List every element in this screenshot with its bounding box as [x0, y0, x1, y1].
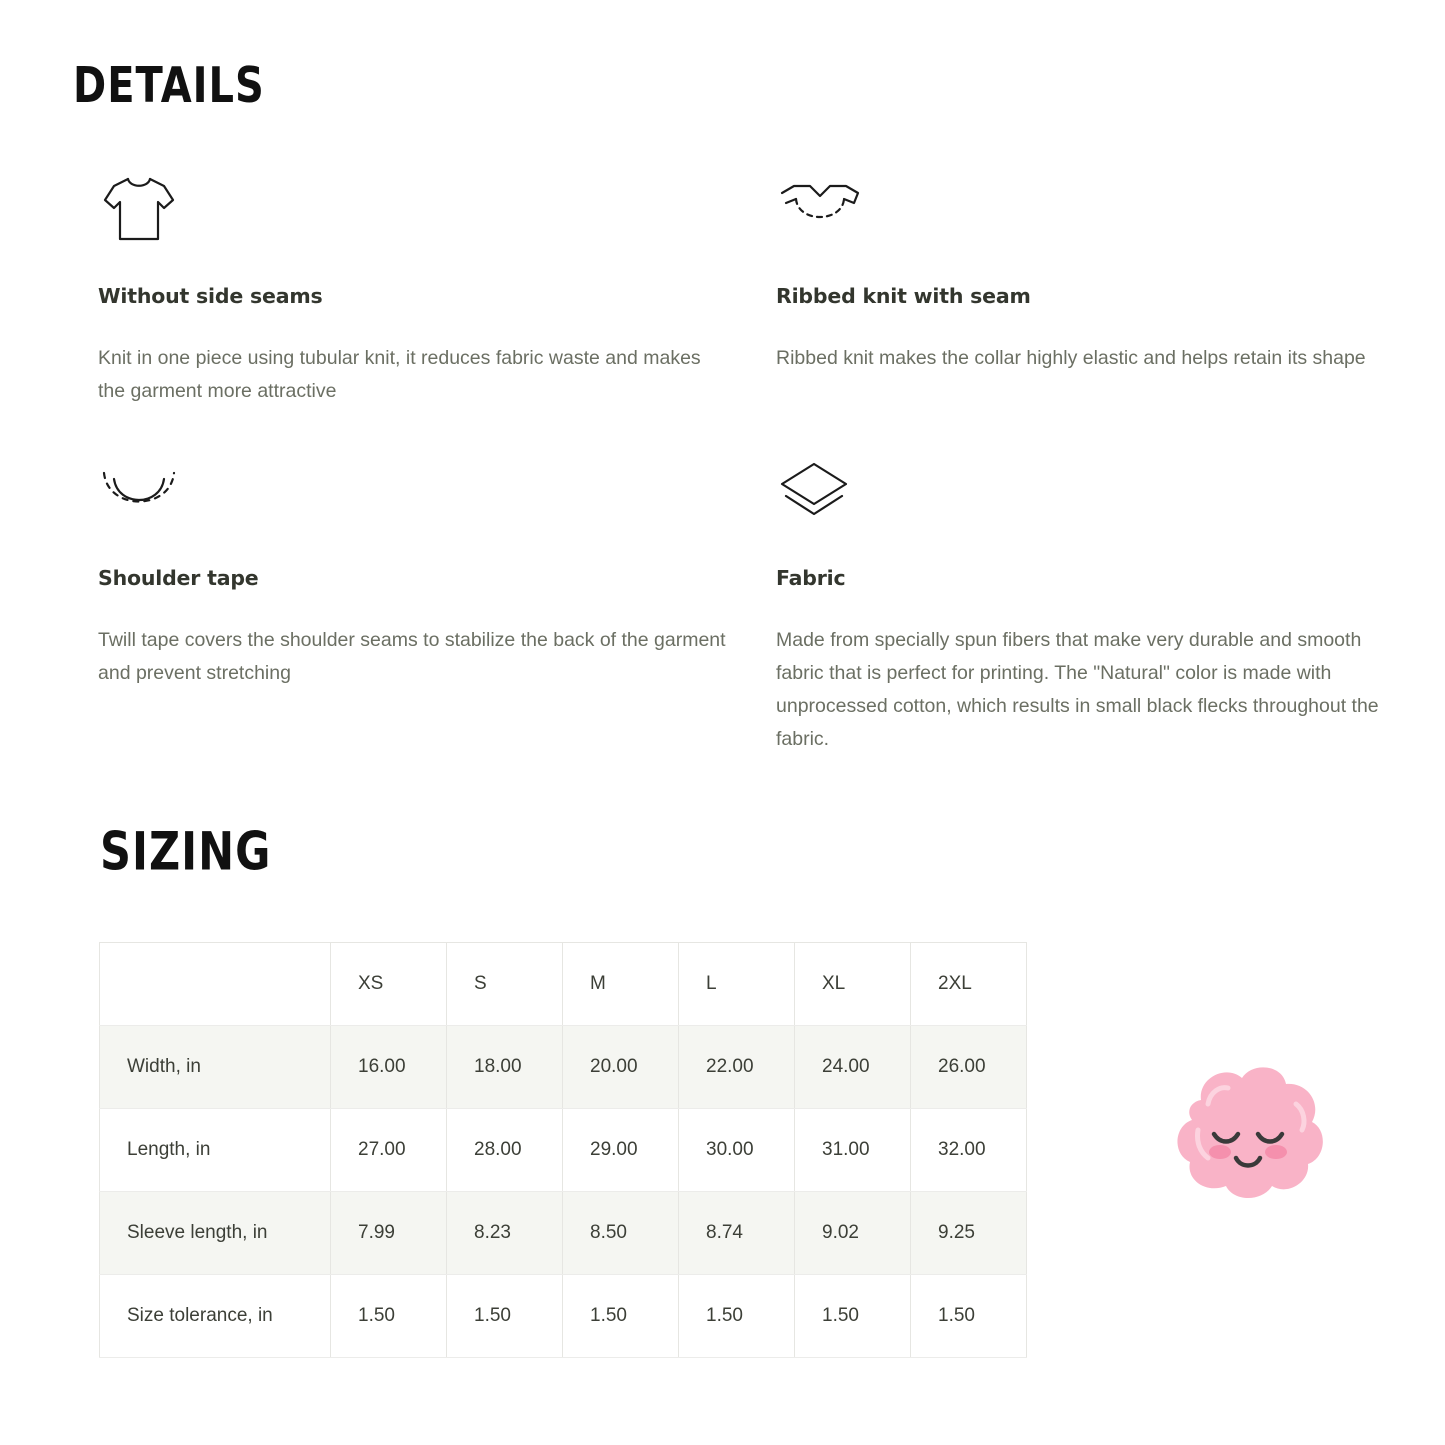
cell-value: 24.00: [795, 1026, 911, 1109]
detail-text: Ribbed knit makes the collar highly elastic and helps retain its shape: [776, 347, 1366, 369]
cell-value: 7.99: [331, 1192, 447, 1275]
cell-value: 8.50: [563, 1192, 679, 1275]
row-label: Width, in: [100, 1026, 331, 1109]
cell-value: 30.00: [679, 1109, 795, 1192]
column-header-l: L: [679, 943, 795, 1026]
table-row: [100, 1026, 1027, 1109]
cell-value: 1.50: [563, 1275, 679, 1358]
detail-title: Shoulder tape: [98, 566, 259, 590]
cell-value: 9.02: [795, 1192, 911, 1275]
sizing-table-wrapper: [99, 942, 1024, 1358]
cell-value: 20.00: [563, 1026, 679, 1109]
column-header-2xl: 2XL: [911, 943, 1027, 1026]
detail-title: Without side seams: [98, 284, 323, 308]
cell-value: 1.50: [447, 1275, 563, 1358]
detail-text: Twill tape covers the shoulder seams to stabilize the back of the garment and prevent stretching: [98, 629, 726, 684]
details-grid: [98, 170, 1408, 756]
cell-value: 1.50: [331, 1275, 447, 1358]
cell-value: 22.00: [679, 1026, 795, 1109]
cell-value: 1.50: [679, 1275, 795, 1358]
cell-value: 16.00: [331, 1026, 447, 1109]
detail-item-shoulder-tape: [98, 452, 776, 756]
cell-value: 8.23: [447, 1192, 563, 1275]
shoulder-tape-icon: [98, 452, 756, 530]
detail-text: Knit in one piece using tubular knit, it reduces fabric waste and makes the garment more attractive: [98, 347, 701, 402]
column-header-xl: XL: [795, 943, 911, 1026]
cell-value: 26.00: [911, 1026, 1027, 1109]
cell-value: 27.00: [331, 1109, 447, 1192]
table-row: [100, 1192, 1027, 1275]
table-row: [100, 1275, 1027, 1358]
tshirt-icon: [98, 170, 756, 248]
column-header-m: M: [563, 943, 679, 1026]
cell-value: 1.50: [795, 1275, 911, 1358]
column-header-xs: XS: [331, 943, 447, 1026]
layers-icon: [776, 452, 1386, 530]
cell-value: 29.00: [563, 1109, 679, 1192]
table-corner-cell: [100, 943, 331, 1026]
pink-cloud-mascot-icon: [1146, 1030, 1346, 1230]
table-row: [100, 1109, 1027, 1192]
detail-title: Fabric: [776, 566, 846, 590]
cell-value: 1.50: [911, 1275, 1027, 1358]
row-label: Length, in: [100, 1109, 331, 1192]
table-header-row: [100, 943, 1027, 1026]
cell-value: 8.74: [679, 1192, 795, 1275]
row-label: Sleeve length, in: [100, 1192, 331, 1275]
cell-value: 28.00: [447, 1109, 563, 1192]
row-label: Size tolerance, in: [100, 1275, 331, 1358]
detail-title: Ribbed knit with seam: [776, 284, 1031, 308]
sizing-section-heading: SIZING: [100, 822, 272, 883]
detail-item-fabric: [776, 452, 1406, 756]
cell-value: 9.25: [911, 1192, 1027, 1275]
details-section-heading: DETAILS: [73, 58, 265, 115]
detail-item-ribbed-knit-with-seam: [776, 170, 1406, 408]
cell-value: 32.00: [911, 1109, 1027, 1192]
cell-value: 18.00: [447, 1026, 563, 1109]
detail-text: Made from specially spun fibers that make very durable and smooth fabric that is perfect for printing. The "Natural" color is made with unprocessed cotton, which results in small black flecks throughout the fabric.: [776, 629, 1379, 750]
column-header-s: S: [447, 943, 563, 1026]
detail-item-without-side-seams: [98, 170, 776, 408]
collar-icon: [776, 170, 1386, 248]
cell-value: 31.00: [795, 1109, 911, 1192]
sizing-table: [99, 942, 1027, 1358]
